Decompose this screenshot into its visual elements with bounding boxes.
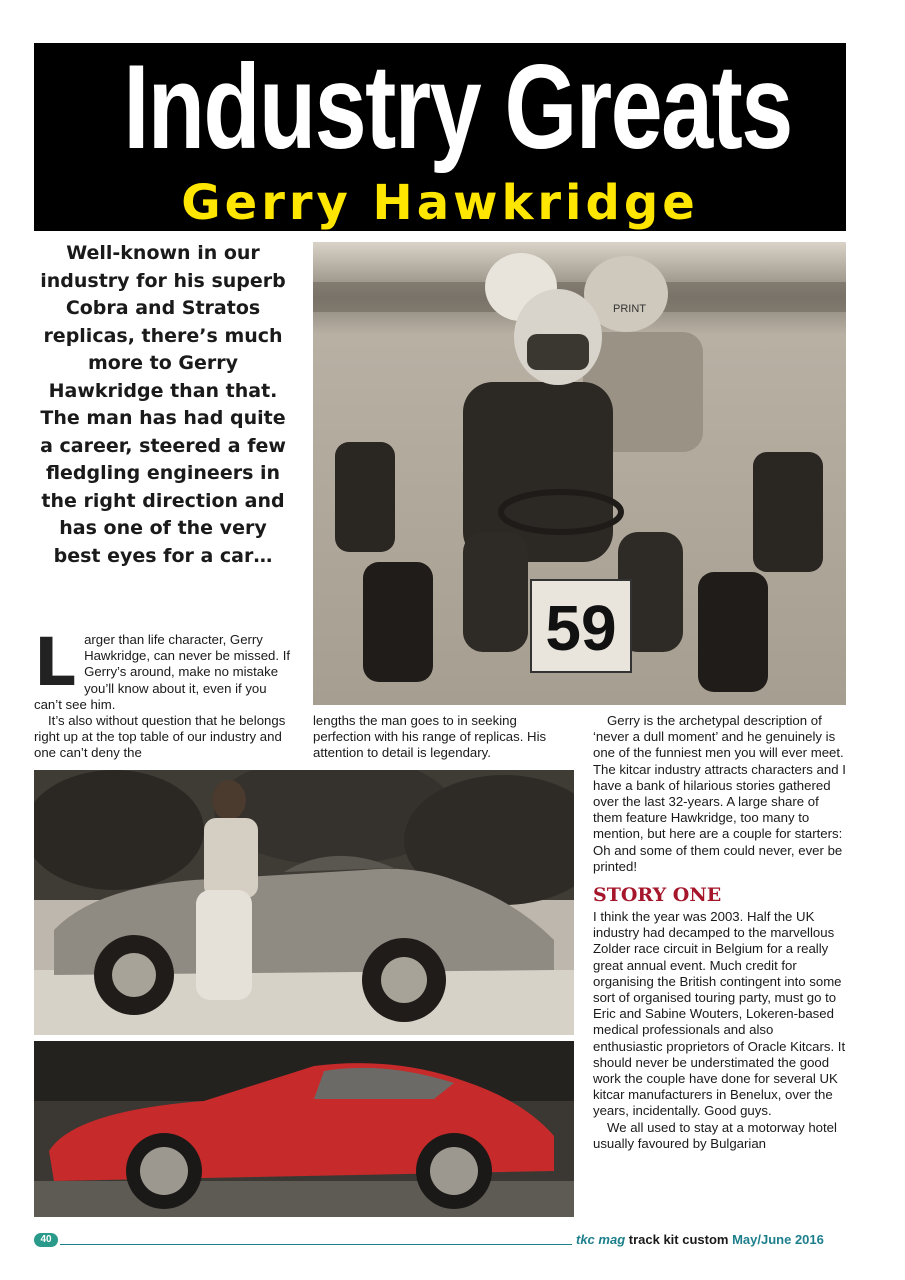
kart-number: 59 [545, 592, 617, 664]
article-column-2 [313, 713, 575, 762]
footer-rule [60, 1244, 572, 1245]
standfirst: Well-known in our industry for his superb Cobra and Stratos replicas, there’s much more to Gerry Hawkridge than that. The man has had quite a career, steered a few fledgling engineers in the right direction and has one of the very best eyes for a car… [40, 242, 286, 567]
col3-paragraph-2: I think the year was 2003. Half the UK industry had decamped to the marvellous Zolder race circuit in Belgium for a really great annual event. Much credit for organising the British contingent into some sort of organised touring party, must go to Eric and Sabine Wouters, Lokeren-based medical professionals and also enthusiastic proprietors of Oracle Kitcars. It should never be understimated the good work the couple have done for several UK kitcar manufacturers in Benelux, over the years, incidentally. Good guys. [593, 909, 846, 1119]
dropcap: L [34, 624, 77, 701]
footer-masthead [576, 1232, 846, 1248]
article-column-3 [593, 713, 846, 1152]
footer-magazine-name: track kit custom [628, 1232, 729, 1247]
col3-paragraph-1: Gerry is the archetypal description of ‘never a dull moment’ and he genuinely is one of the funniest men you will ever meet. The kitcar industry attracts characters and I have a bank of hilarious stories gathered over the last 32-years. A large share of them feature Hawkridge, too many to mention, but here are a couple for starters: Oh and some of them could never, ever be printed! [593, 713, 846, 874]
footer-issue-date: May/June 2016 [732, 1232, 824, 1247]
article-column-1 [34, 624, 296, 762]
col1-paragraph-1: arger than life character, Gerry Hawkridge, can never be missed. If Gerry’s around, make no mistake you’ll know about it, even if you can’t see him. [34, 632, 291, 712]
helmet-text: PRINT [613, 303, 646, 315]
section-heading: STORY ONE [593, 884, 722, 907]
col2-paragraph-1: lengths the man goes to in seeking perfection with his range of replicas. His attention to detail is legendary. [313, 713, 547, 761]
page-title: Industry Greats [123, 40, 792, 174]
kart-photo [313, 242, 846, 705]
col3-paragraph-3: We all used to stay at a motorway hotel usually favoured by Bulgarian [593, 1119, 837, 1151]
page-subtitle: Gerry Hawkridge [181, 175, 699, 231]
col1-paragraph-2: It’s also without question that he belongs right up at the top table of our industry and one can’t deny the [34, 713, 286, 761]
red-car-photo [34, 1041, 574, 1217]
title-banner [34, 40, 846, 231]
dino-photo [34, 770, 574, 1035]
page-number: 40 [34, 1233, 58, 1247]
footer-mag: tkc mag [576, 1232, 626, 1247]
